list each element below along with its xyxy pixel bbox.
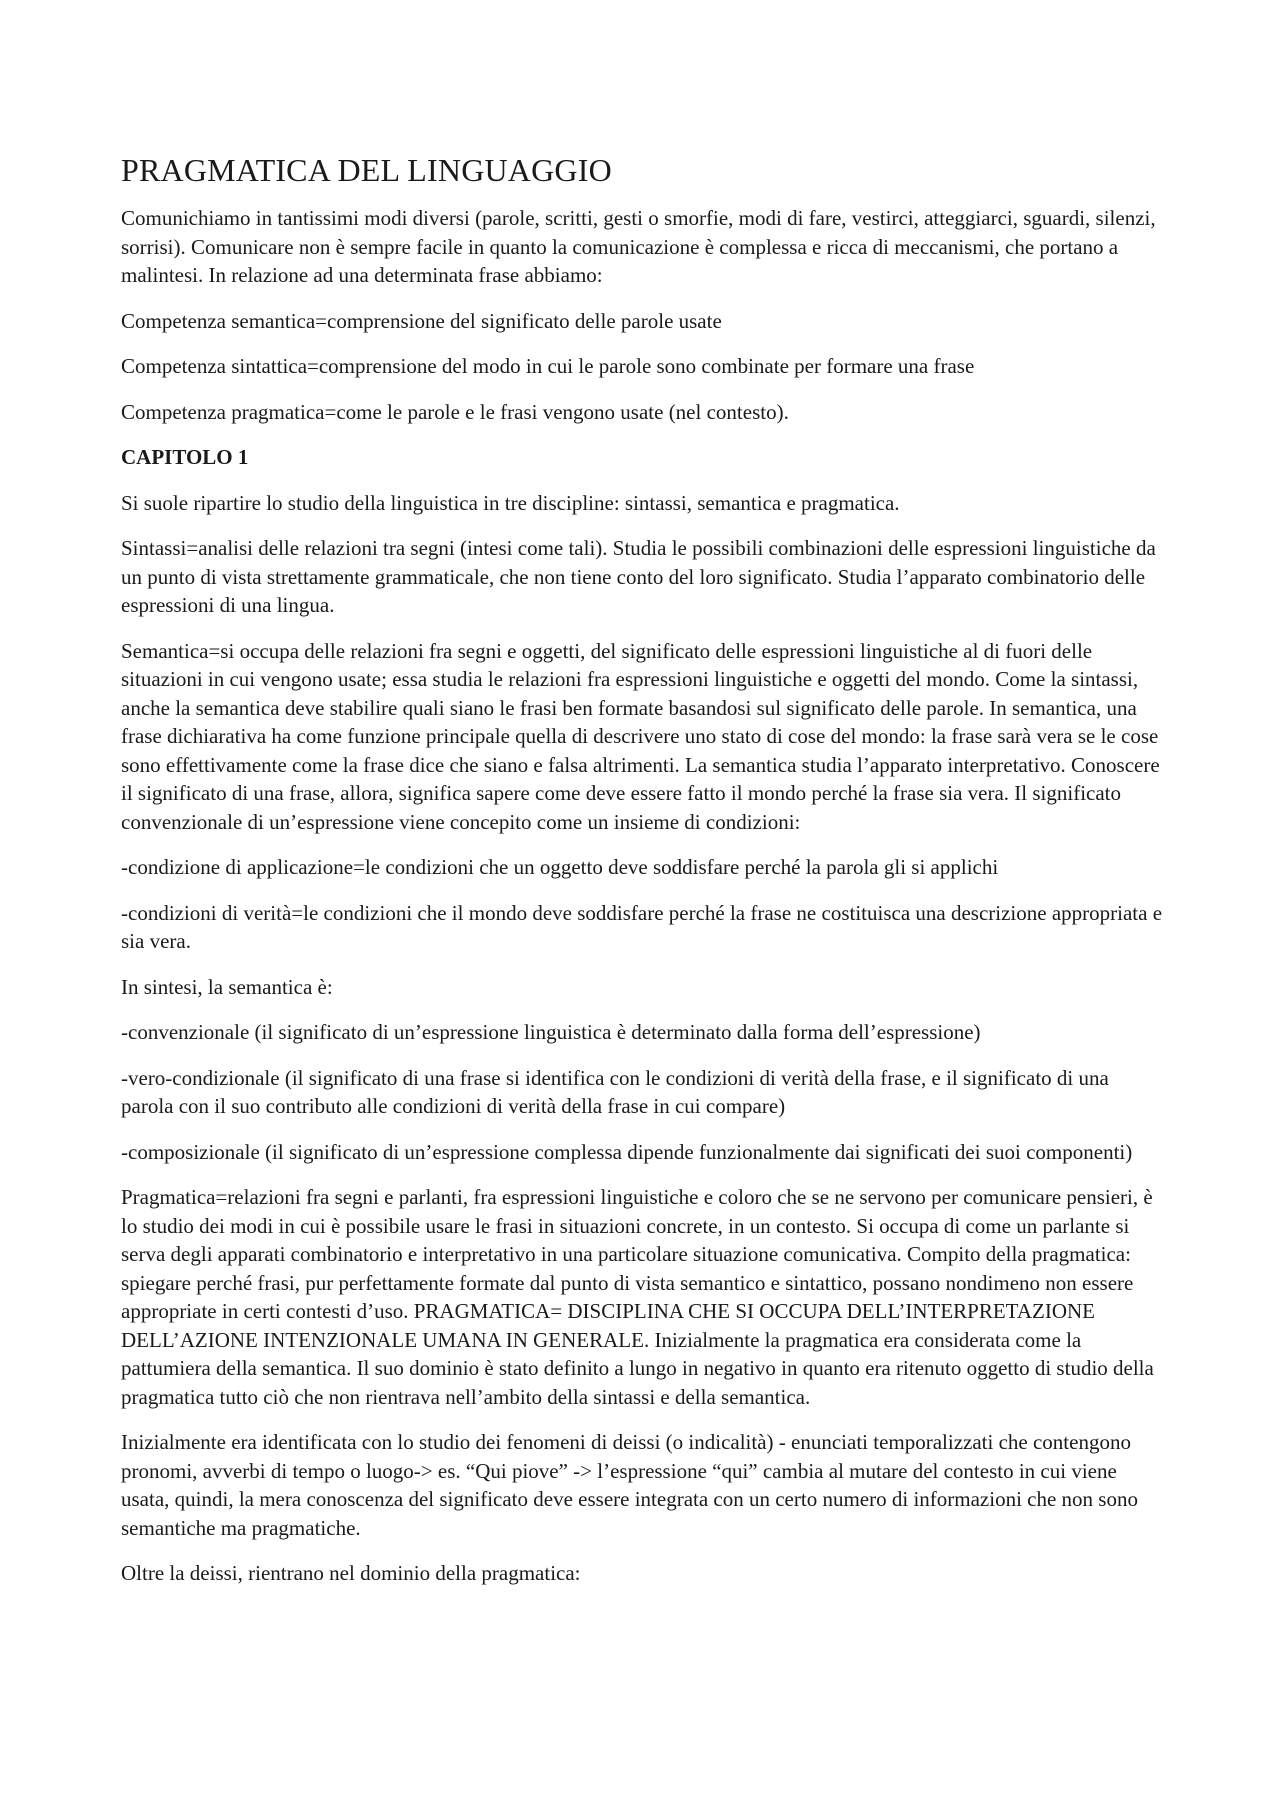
compositional-paragraph: -composizionale (il significato di un’espressione complessa dipende funzionalmente dai significati dei suoi componenti) xyxy=(121,1139,1133,1164)
pragmatic-competence-paragraph: Competenza pragmatica=come le parole e le frasi vengono usate (nel contesto). xyxy=(121,399,789,424)
document-title: PRAGMATICA DEL LINGUAGGIO xyxy=(121,152,612,188)
truth-conditions-paragraph: -condizioni di verità=le condizioni che il mondo deve soddisfare perché la frase ne costituisca una descrizione appropriata e sia vera. xyxy=(121,900,1163,953)
chapter-heading: CAPITOLO 1 xyxy=(121,445,249,469)
closing-paragraph: Oltre la deissi, rientrano nel dominio della pragmatica: xyxy=(121,1561,581,1585)
syntax-paragraph: Sintassi=analisi delle relazioni tra segni (intesi come tali). Studia le possibili combinazioni delle espressioni linguistiche da un punto di vista strettamente grammaticale, che non tiene conto del loro significato. Studia l’apparato combinatorio delle espressioni di una lingua. xyxy=(121,536,1156,617)
syntactic-competence-paragraph: Competenza sintattica=comprensione del modo in cui le parole sono combinate per formare una frase xyxy=(121,354,975,378)
truth-conditional-paragraph: -vero-condizionale (il significato di una frase si identifica con le condizioni di verità della frase, e il significato di una parola con il suo contributo alle condizioni di verità della frase in cui compare) xyxy=(121,1065,1109,1118)
intro-paragraph: Comunichiamo in tantissimi modi diversi (parole, scritti, gesti o smorfie, modi di fare, vestirci, atteggiarci, sguardi, silenzi, sorrisi). Comunicare non è sempre facile in quanto la comunicazione è complessa e ricca di meccanismi, che portano a malintesi. In relazione ad una determinata frase abbiamo: xyxy=(121,206,1156,287)
semantic-competence-paragraph: Competenza semantica=comprensione del significato delle parole usate xyxy=(121,308,722,333)
application-condition-paragraph: -condizione di applicazione=le condizioni che un oggetto deve soddisfare perché la parola gli si applichi xyxy=(121,855,999,879)
disciplines-paragraph: Si suole ripartire lo studio della linguistica in tre discipline: sintassi, semantica e pragmatica. xyxy=(121,490,900,515)
summary-intro-paragraph: In sintesi, la semantica è: xyxy=(121,974,333,999)
deixis-paragraph: Inizialmente era identificata con lo studio dei fenomeni di deissi (o indicalità) - enunciati temporalizzati che contengono pronomi, avverbi di tempo o luogo-> es. “Qui piove” -> l’espressione “qui” cambia al mutare del contesto in cui viene usata, quindi, la mera conoscenza del significato deve essere integrata con un certo numero di informazioni che non sono semantiche ma pragmatiche. xyxy=(121,1430,1138,1540)
pragmatics-paragraph: Pragmatica=relazioni fra segni e parlanti, fra espressioni linguistiche e coloro che se ne servono per comunicare pensieri, è lo studio dei modi in cui è possibile usare le frasi in situazioni concrete, in un contesto. Si occupa di come un parlante si serva degli apparati combinatorio e interpretativo in una particolare situazione comunicativa. Compito della pragmatica: spiegare perché frasi, pur perfettamente formate dal punto di vista semantico e sintattico, possano nondimeno non essere appropriate in certi contesti d’uso. PRAGMATICA= DISCIPLINA CHE SI OCCUPA DELL’INTERPRETAZIONE DELL’AZIONE INTENZIONALE UMANA IN GENERALE. Inizialmente la pragmatica era considerata come la pattumiera della semantica. Il suo dominio è stato definito a lungo in negativo in quanto era ritenuto oggetto di studio della pragmatica tutto ciò che non rientrava nell’ambito della sintassi e della semantica. xyxy=(121,1185,1154,1409)
document-page xyxy=(121,150,1166,1605)
semantics-paragraph: Semantica=si occupa delle relazioni fra segni e oggetti, del significato delle espressioni linguistiche al di fuori delle situazioni in cui vengono usate; essa studia le relazioni fra espressioni linguistiche e oggetti del mondo. Come la sintassi, anche la semantica deve stabilire quali siano le frasi ben formate basandosi sul significato delle parole. In semantica, una frase dichiarativa ha come funzione principale quella di descrivere uno stato di cose del mondo: la frase sarà vera se le cose sono effettivamente come la frase dice che siano e falsa altrimenti. La semantica studia l’apparato interpretativo. Conoscere il significato di una frase, allora, significa sapere come deve essere fatto il mondo perché la frase sia vera. Il significato convenzionale di un’espressione viene concepito come un insieme di condizioni: xyxy=(121,638,1160,834)
conventional-paragraph: -convenzionale (il significato di un’espressione linguistica è determinato dalla forma dell’espressione) xyxy=(121,1020,981,1044)
